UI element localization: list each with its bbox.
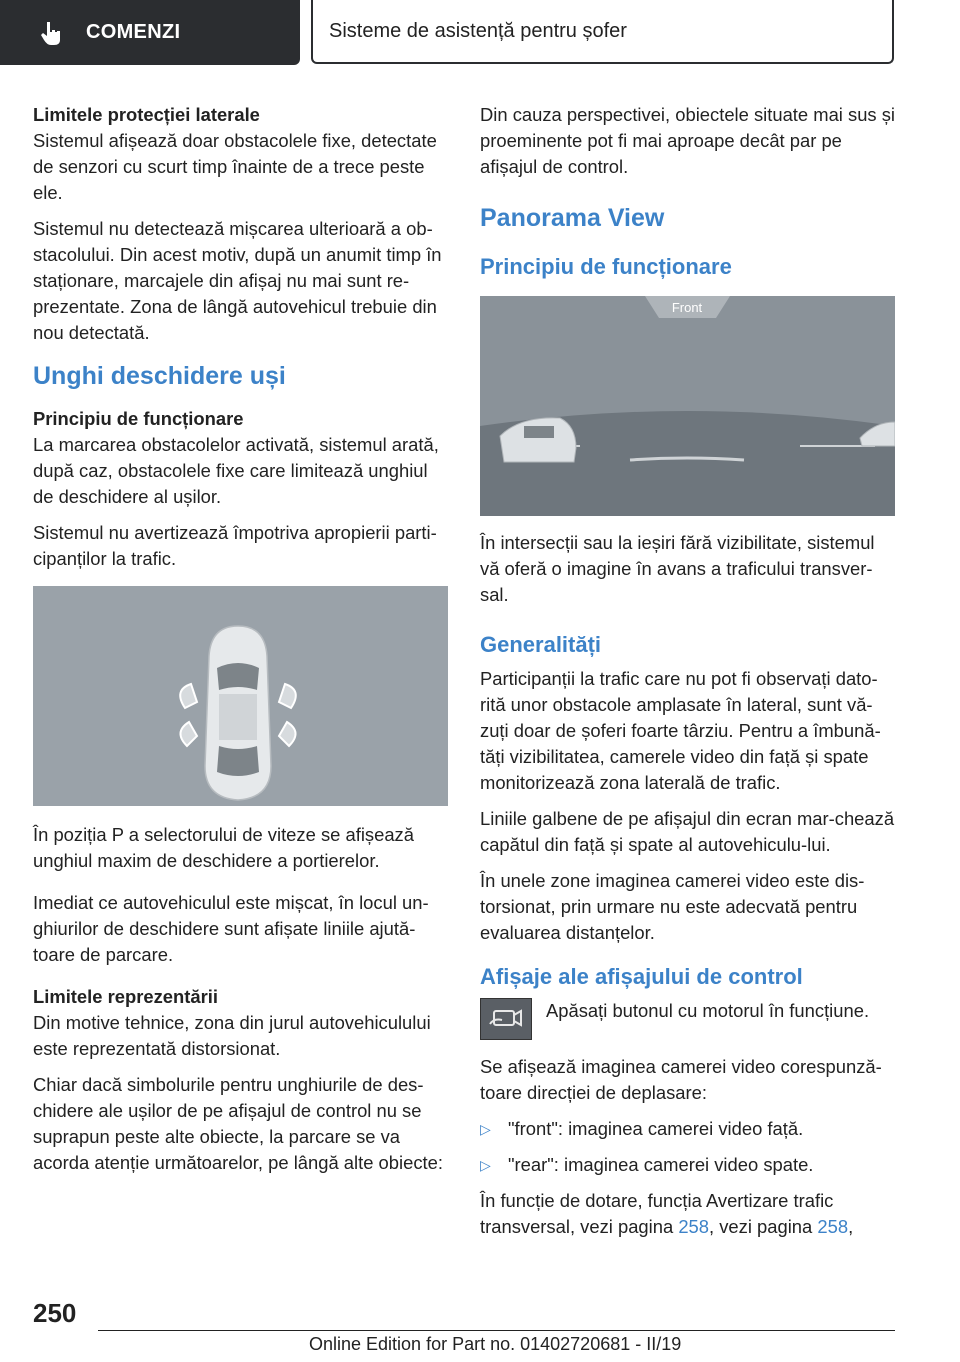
paragraph: Din motive tehnice, zona din jurul autovehiculului este reprezentată distorsionat. — [33, 1012, 431, 1059]
heading-control-display: Afișaje ale afișajului de control — [480, 964, 803, 989]
front-label: Front — [671, 300, 703, 315]
paragraph: În unele zone imaginea camerei video este dis-torsionat, prin urmare nu este adecvată pentru evaluarea distanțelor. — [480, 870, 865, 943]
right-column — [480, 102, 895, 1250]
heading-door-angle: Unghi deschidere uși — [33, 362, 286, 390]
section-label: COMENZI — [86, 21, 181, 43]
paragraph: Sistemul nu detectează mișcarea ulterioară a ob-stacolului. Din acest motiv, după un anumit timp în staționare, marcajele din afișaj nu mai sunt re-prezentate. Zona de lângă autovehicul trebuie din nou detectată. — [33, 218, 442, 343]
button-instruction: Apăsați butonul cu motorul în funcțiune. — [546, 1000, 870, 1021]
paragraph: Participanții la trafic care nu pot fi observați dato-rită unor obstacole amplasate în lateral, sunt vă-zuți doar de șoferi foarte târziu. Pentru a îmbună-tăți vizibilitatea, camerele video din față și spate monitorizează zona laterală de trafic. — [480, 668, 881, 793]
list-item — [480, 1152, 895, 1178]
paragraph — [480, 1188, 895, 1240]
heading-representation-limits: Limitele reprezentării — [33, 986, 218, 1007]
paragraph: Sistemul nu avertizează împotriva apropierii parti-cipanților la trafic. — [33, 522, 437, 569]
triangle-bullet-icon: ▷ — [480, 1121, 491, 1137]
paragraph: Se afișează imaginea camerei video corespunză-toare direcției de deplasare: — [480, 1056, 882, 1103]
paragraph: Imediat ce autovehiculul este mișcat, în locul un-ghiurilor de deschidere sunt afișate liniile ajută-toare de parcare. — [33, 892, 429, 965]
panorama-figure — [480, 296, 895, 516]
list-item-text: "front": imaginea camerei video față. — [508, 1118, 804, 1139]
heading-panorama-view: Panorama View — [480, 204, 665, 232]
car-top-view-illustration — [33, 586, 448, 806]
heading-side-protection-limits: Limitele protecției laterale — [33, 104, 260, 125]
page-number: 250 — [33, 1298, 77, 1328]
panorama-illustration — [480, 296, 895, 516]
camera-button-row — [480, 998, 895, 1040]
page-link-258[interactable]: 258 — [678, 1216, 709, 1237]
paragraph: La marcarea obstacolelor activată, sistemul arată, după caz, obstacolele fixe care limitează unghiul de deschidere al ușilor. — [33, 434, 439, 507]
edition-text: Online Edition for Part no. 01402720681 - II/19 — [309, 1334, 682, 1354]
paragraph: În poziția P a selectorului de viteze se afișează unghiul maxim de deschidere a portierelor. — [33, 824, 414, 871]
list-item — [480, 1116, 895, 1142]
paragraph: Sistemul afișează doar obstacolele fixe, detectate de senzori cu scurt timp înainte de a trece peste ele. — [33, 130, 437, 203]
text-run: În funcție de dotare, funcția Avertizare trafic transversal, vezi pagina — [480, 1190, 834, 1237]
section-tab — [0, 0, 300, 65]
camera-car-icon — [488, 1006, 524, 1032]
chapter-tab — [311, 0, 894, 64]
footer-divider — [98, 1330, 895, 1331]
paragraph: Liniile galbene de pe afișajul din ecran mar-chează capătul din față și spate al autovehiculu-lui. — [480, 808, 895, 855]
hand-pointer-icon — [38, 19, 66, 47]
text-run: , vezi pagina — [709, 1216, 818, 1237]
text-run: , — [848, 1216, 854, 1237]
chapter-title: Sisteme de asistență pentru șofer — [329, 19, 627, 42]
paragraph: Chiar dacă simbolurile pentru unghiurile de des-chidere ale ușilor de pe afișajul de control nu se suprapun peste alte obiecte, la parcare se va acorda atenție următoarelor, pe lângă alte obiecte: — [33, 1074, 443, 1173]
heading-general: Generalități — [480, 632, 602, 657]
heading-principle: Principiu de funcționare — [33, 408, 244, 429]
page-header — [0, 0, 960, 66]
left-column — [33, 102, 448, 1186]
paragraph: Din cauza perspectivei, obiectele situate mai sus și proeminente pot fi mai aproape decât par pe afișajul de control. — [480, 104, 896, 177]
paragraph: În intersecții sau la ieșiri fără vizibilitate, sistemul vă oferă o imagine în avans a traficului transver-sal. — [480, 532, 875, 605]
triangle-bullet-icon: ▷ — [480, 1157, 491, 1173]
heading-principle: Principiu de funcționare — [480, 254, 732, 279]
door-angle-figure — [33, 586, 448, 806]
camera-button-icon[interactable] — [480, 998, 532, 1040]
list-item-text: "rear": imaginea camerei video spate. — [508, 1154, 814, 1175]
page-link-258-second[interactable]: 258 — [817, 1216, 849, 1237]
